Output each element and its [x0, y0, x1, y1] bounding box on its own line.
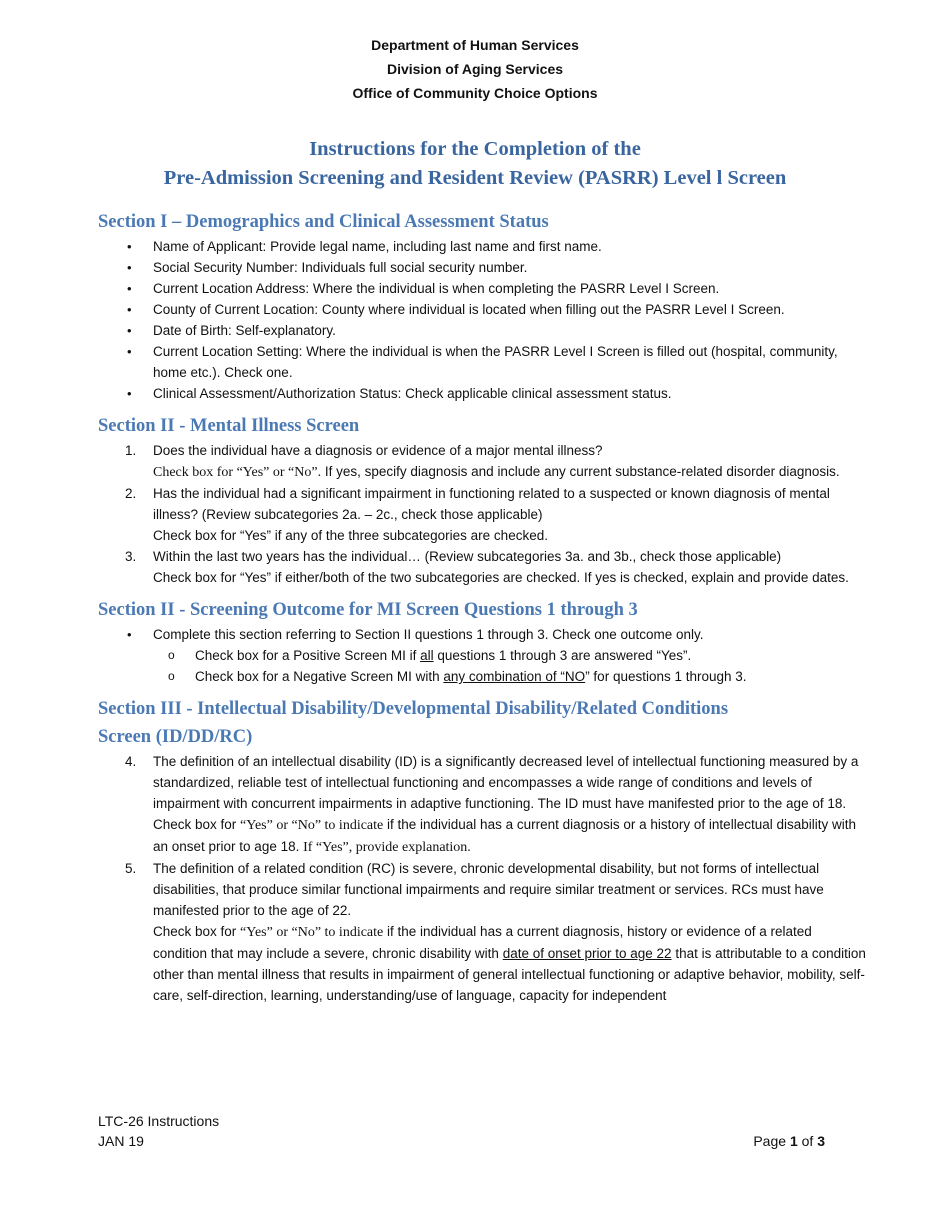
department-name: Department of Human Services — [371, 37, 579, 53]
page-number — [753, 1131, 825, 1151]
question-text: Has the individual had a significant impairment in functioning related to a suspected or known diagnosis of mental illness? (Review subcategories 2a. – 2c., check those applicable) — [153, 486, 830, 522]
item-text: County of Current Location: County where individual is located when filling out the PASRR Level I Screen. — [153, 302, 785, 317]
document-title — [0, 135, 950, 193]
question-text: The definition of an intellectual disability (ID) is a significantly decreased level of intellectual functioning measured by a standardized, reliable test of intellectual functioning and encompasses a wide range of conditions and levels of impairment with concurrent impairments in adaptive functioning. The ID must have manifested prior to the age of 18. — [153, 754, 859, 811]
question-detail-a: Check box for “Yes” or “No”. — [153, 465, 322, 480]
bullet-marker: • — [127, 239, 132, 254]
section-1-heading: Section I – Demographics and Clinical Assessment Status — [98, 212, 549, 232]
question-detail-b: “Yes” or “No” to indicate — [240, 925, 384, 940]
page-current: 1 — [789, 1133, 798, 1149]
section-3-heading-line-2: Screen (ID/DD/RC) — [98, 727, 253, 747]
document-body — [98, 208, 868, 1006]
question-detail: Check box for “Yes” if any of the three subcategories are checked. — [153, 528, 548, 543]
question-detail-emphasis: date of onset prior to age 22 — [502, 946, 672, 961]
outcome-positive-text-end: questions 1 through 3 are answered “Yes”. — [433, 648, 692, 663]
section-3-heading-line-1: Section III - Intellectual Disability/Developmental Disability/Related Conditions — [98, 699, 729, 719]
title-line-1: Instructions for the Completion of the — [309, 138, 641, 160]
division-name: Division of Aging Services — [386, 61, 564, 77]
section-2-heading: Section II - Mental Illness Screen — [98, 416, 360, 436]
question-number: 5. — [125, 861, 137, 876]
list-item — [98, 299, 868, 320]
outcome-negative-text: Check box for a Negative Screen MI with — [195, 669, 444, 684]
question-detail-b: “Yes” or “No” to indicate — [240, 818, 384, 833]
question-text: Does the individual have a diagnosis or evidence of a major mental illness? — [153, 443, 603, 458]
item-text: Current Location Setting: Where the individual is when the PASRR Level I Screen is filled out (hospital, community, home etc.). Check one. — [153, 344, 838, 380]
question-2 — [98, 483, 868, 546]
item-text: Current Location Address: Where the individual is when completing the PASRR Level I Screen. — [153, 281, 720, 296]
agency-header — [0, 33, 950, 105]
question-detail-c: if the individual has a current diagnosis or a history of intellectual disability with an onset prior to age 18. — [153, 817, 856, 854]
page-mid: of — [797, 1133, 818, 1149]
footer-form-info — [98, 1111, 219, 1151]
page-prefix: Page — [753, 1133, 790, 1149]
question-text: The definition of a related condition (RC) is severe, chronic developmental disability, but not forms of intellectual disabilities, that produce similar functional impairments and require similar treatment or services. RCs must have manifested prior to the age of 22. — [153, 861, 824, 918]
office-name: Office of Community Choice Options — [352, 85, 598, 101]
outcome-positive-text: Check box for a Positive Screen MI if — [195, 648, 421, 663]
question-text-b: (Review subcategories 3a. and 3b., check those applicable) — [420, 549, 782, 564]
question-5 — [98, 858, 868, 1006]
item-text: Date of Birth: Self-explanatory. — [153, 323, 336, 338]
footer-form-id: LTC-26 Instructions — [98, 1113, 220, 1129]
list-item — [98, 320, 868, 341]
section-2-list — [98, 440, 868, 588]
outcome-negative-emphasis: any combination of “NO — [443, 669, 586, 684]
bullet-marker: • — [127, 302, 132, 317]
list-item — [98, 278, 868, 299]
question-3 — [98, 546, 868, 588]
item-text: Social Security Number: Individuals full social security number. — [153, 260, 528, 275]
list-item — [98, 257, 868, 278]
question-detail-a: Check box for — [153, 817, 241, 832]
list-item — [98, 383, 868, 404]
question-number: 1. — [125, 443, 137, 458]
item-text: Clinical Assessment/Authorization Status: Check applicable clinical assessment status. — [153, 386, 672, 401]
question-detail-d: that is attributable to a condition other than mental illness that results in impairment of general intellectual functioning or adaptive behavior, mobility, self-care, self-direction, learning, understanding/use of language, capacity for independent — [153, 946, 866, 1003]
bullet-marker: • — [127, 344, 132, 359]
question-1 — [98, 440, 868, 483]
title-line-2: Pre-Admission Screening and Resident Review (PASRR) Level l Screen — [163, 167, 787, 189]
sub-list-item — [98, 645, 868, 666]
outcome-negative-text-end: ” for questions 1 through 3. — [585, 669, 747, 684]
outcome-intro: Complete this section referring to Section II questions 1 through 3. Check one outcome only. — [153, 627, 704, 642]
sub-bullet-marker: o — [168, 669, 175, 683]
list-item — [98, 341, 868, 383]
question-detail-a: Check box for — [153, 924, 241, 939]
question-number: 2. — [125, 486, 137, 501]
question-number: 4. — [125, 754, 137, 769]
question-detail-d: If “Yes”, provide explanation. — [303, 840, 471, 855]
list-item — [98, 236, 868, 257]
question-detail: Check box for “Yes” if either/both of the two subcategories are checked. If yes is checked, explain and provide dates. — [153, 570, 849, 585]
item-text: Name of Applicant: Provide legal name, including last name and first name. — [153, 239, 602, 254]
bullet-marker: • — [127, 627, 132, 642]
question-detail-b: If yes, specify diagnosis and include any current substance-related disorder diagnosis. — [321, 464, 840, 479]
bullet-marker: • — [127, 323, 132, 338]
question-4 — [98, 751, 868, 858]
bullet-marker: • — [127, 260, 132, 275]
sub-list-item — [98, 666, 868, 687]
question-text-a: Within the last two years has the individual… — [153, 549, 421, 564]
section-3-list — [98, 751, 868, 1006]
question-number: 3. — [125, 549, 137, 564]
list-item — [98, 624, 868, 645]
section-3-heading — [98, 695, 868, 751]
section-2-outcome-list — [98, 624, 868, 687]
section-1-list — [98, 236, 868, 404]
bullet-marker: • — [127, 281, 132, 296]
outcome-positive-emphasis: all — [420, 648, 434, 663]
bullet-marker: • — [127, 386, 132, 401]
section-2-outcome-heading: Section II - Screening Outcome for MI Screen Questions 1 through 3 — [98, 600, 638, 620]
question-detail-c: if the individual has a current diagnosis, history or evidence of a related condition that may include a severe, chronic disability with — [153, 924, 812, 961]
page-total: 3 — [817, 1133, 825, 1149]
footer-date: JAN 19 — [98, 1133, 144, 1149]
sub-bullet-marker: o — [168, 648, 175, 662]
